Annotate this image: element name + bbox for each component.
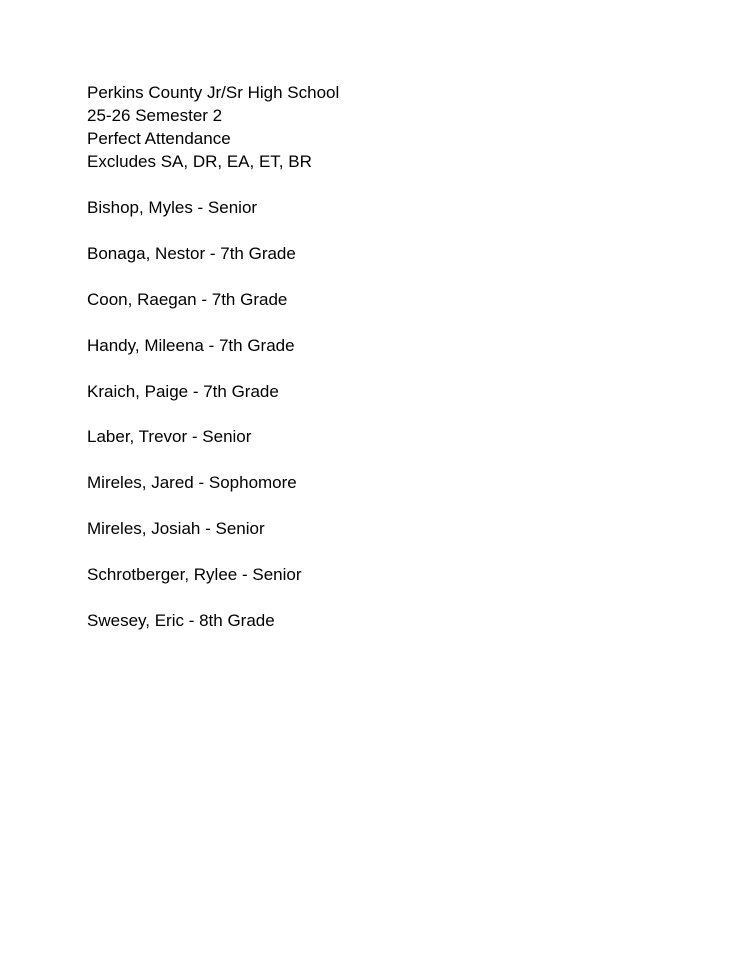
student-entry: Mireles, Jared - Sophomore <box>87 473 297 493</box>
student-entry: Coon, Raegan - 7th Grade <box>87 289 288 309</box>
student-entry: Mireles, Josiah - Senior <box>87 519 265 539</box>
exclusions-note: Excludes SA, DR, EA, ET, BR <box>87 152 312 171</box>
student-entry: Schrotberger, Rylee - Senior <box>87 565 302 585</box>
student-entry: Bonaga, Nestor - 7th Grade <box>87 243 296 263</box>
student-entry: Handy, Mileena - 7th Grade <box>87 335 295 355</box>
document-content <box>87 81 687 655</box>
award-title: Perfect Attendance <box>87 129 231 148</box>
student-entry: Swesey, Eric - 8th Grade <box>87 611 275 631</box>
student-list <box>87 196 687 632</box>
student-entry: Kraich, Paige - 7th Grade <box>87 381 279 401</box>
school-name: Perkins County Jr/Sr High School <box>87 83 340 102</box>
student-entry: Bishop, Myles - Senior <box>87 198 258 217</box>
student-entry: Laber, Trevor - Senior <box>87 427 252 447</box>
term-label: 25-26 Semester 2 <box>87 106 223 125</box>
